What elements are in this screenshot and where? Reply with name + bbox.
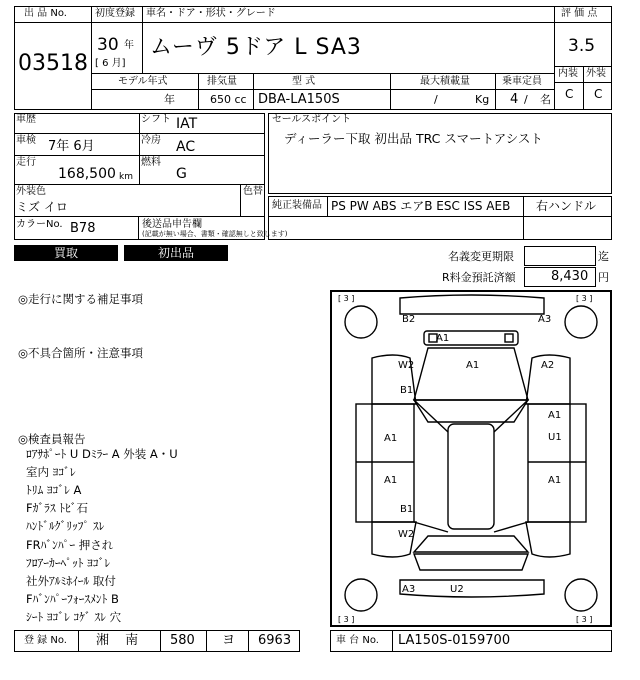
color-no: B78 — [70, 221, 96, 236]
registration-label: 登 録 No. — [24, 635, 67, 646]
mark-rear-bumper-center: U2 — [450, 584, 464, 595]
mark-left-rear-door: A1 — [384, 475, 398, 486]
mark-front-grille: A1 — [436, 333, 450, 344]
mark-left-fender-b: B1 — [400, 385, 414, 396]
color: ミズ イロ — [16, 200, 68, 214]
sales-point-label: セールスポイント — [272, 114, 352, 125]
corner-label-br: [ 3 ] — [576, 615, 593, 624]
mark-hood: A1 — [466, 360, 480, 371]
chassis-number: LA150S-0159700 — [398, 633, 511, 648]
buy-badge: 買取 — [14, 245, 118, 261]
fuel: G — [176, 166, 187, 182]
year-unit: 年 — [124, 40, 134, 51]
max-load-slash: / — [434, 93, 438, 106]
wheel-rear-right — [565, 579, 597, 611]
defects-notes-label: ◎不具合箇所・注意事項 — [18, 346, 144, 360]
exterior-grade: C — [594, 87, 603, 101]
wheel-front-left — [345, 306, 377, 338]
interior-grade: C — [565, 87, 574, 101]
car-name-label: 車名・ドア・形状・グレード — [146, 8, 276, 19]
first-registration-year: 30 — [97, 35, 119, 55]
steering: 右ハンドル — [536, 199, 597, 213]
report-line: FRﾊﾞﾝﾊﾟｰ 押され — [26, 538, 114, 552]
history-label: 車歴 — [16, 114, 36, 125]
model-year-unit: 年 — [164, 93, 175, 106]
registration-class: 580 — [170, 633, 195, 648]
mileage-label: 走行 — [16, 157, 36, 168]
mark-right-rear-door: A1 — [548, 475, 562, 486]
sales-point: ディーラー下取 初出品 TRC スマートアシスト — [284, 131, 543, 146]
lot-number-label: 出 品 No. — [24, 8, 67, 19]
max-load-unit: Kg — [475, 93, 490, 106]
name-change-field — [524, 246, 596, 266]
car-diagram — [330, 290, 612, 627]
capacity-unit: 名 — [540, 93, 551, 106]
inspector-report-label: ◎検査員報告 — [18, 432, 86, 446]
corner-label-bl: [ 3 ] — [338, 615, 355, 624]
max-load-label: 最大積載量 — [420, 76, 470, 87]
mileage-unit: km — [119, 172, 133, 182]
first-registration-label: 初度登録 — [95, 8, 135, 19]
score-label: 評 価 点 — [561, 8, 598, 19]
front-bumper — [400, 295, 544, 314]
mark-left-quarter-b: B1 — [400, 504, 414, 515]
report-line: 室内 ﾖｺﾞﾚ — [26, 465, 76, 479]
displacement-label: 排気量 — [207, 76, 237, 87]
color-no-label: カラーNo. — [16, 219, 63, 230]
report-line: ｼｰﾄ ﾖｺﾞﾚ ｺｹﾞ ｽﾚ 穴 — [26, 610, 122, 624]
capacity-label: 乗車定員 — [502, 76, 542, 87]
equipment: PS PW ABS エアB ESC ISS AEB — [331, 199, 511, 213]
docs-label: 後送品申告欄 — [142, 219, 202, 230]
driving-notes-label: ◎走行に関する補足事項 — [18, 292, 144, 306]
mark-left-fender-w: W2 — [398, 360, 415, 371]
name-change-unit: 迄 — [598, 250, 609, 263]
name-change-label: 名義変更期限 — [448, 250, 514, 263]
report-line: ﾌﾛｱｰｶｰﾍﾟｯﾄ ﾖｺﾞﾚ — [26, 556, 111, 570]
mark-left-front-door: A1 — [384, 433, 398, 444]
first-listing-badge: 初出品 — [124, 245, 228, 261]
tailgate — [414, 554, 528, 570]
capacity: 4 — [510, 92, 519, 107]
report-line: Fｶﾞﾗｽ ﾄﾋﾞ石 — [26, 501, 89, 515]
mark-rear-bumper-left: A3 — [402, 584, 416, 595]
report-line: ﾊﾝﾄﾞﾙｸﾞﾘｯﾌﾟ ｽﾚ — [26, 519, 105, 533]
mileage: 168,500 — [58, 166, 116, 182]
registration-area: 湘 南 — [96, 633, 145, 648]
mark-right-front-door-a: A1 — [548, 410, 562, 421]
mark-left-quarter-w: W2 — [398, 529, 415, 540]
mark-front-right: A3 — [538, 314, 552, 325]
mark-front-bumper: B2 — [402, 314, 416, 325]
car-name: ムーヴ 5ドア L SA3 — [150, 35, 362, 60]
mark-right-fender: A2 — [541, 360, 555, 371]
model-year-label: モデル年式 — [118, 76, 168, 87]
aircon: AC — [176, 139, 196, 155]
roof — [448, 424, 494, 529]
report-line: ﾄﾘﾑ ﾖｺﾞﾚ A — [26, 483, 82, 497]
rear-bumper — [400, 580, 544, 597]
shift-label: シフト — [141, 114, 171, 125]
recycle-label: R料金預託済額 — [442, 271, 516, 284]
right-quarter — [526, 522, 570, 557]
capacity-slash: / — [524, 93, 528, 106]
score: 3.5 — [568, 36, 596, 56]
windshield — [414, 400, 528, 422]
recolor-label: 色替 — [243, 186, 263, 197]
mark-right-front-door-u: U1 — [548, 432, 562, 443]
model: DBA-LA150S — [258, 92, 340, 107]
inspection: 7年 6月 — [48, 139, 95, 154]
recycle-unit: 円 — [598, 271, 609, 284]
report-line: 社外ｱﾙﾐﾎｲｰﾙ 取付 — [26, 574, 116, 588]
docs-note: (記載が無い場合、書類・確認無しと致します) — [142, 230, 288, 238]
right-body-side — [528, 404, 586, 522]
rear-window — [414, 536, 528, 552]
exterior-label: 外装 — [586, 68, 606, 79]
interior-label: 内装 — [558, 68, 578, 79]
color-label: 外装色 — [16, 186, 46, 197]
displacement: 650 cc — [210, 93, 247, 106]
hood — [414, 348, 528, 400]
recycle-value: 8,430 — [551, 269, 589, 284]
report-line: Fﾊﾞﾝﾊﾟｰﾌｫｰｽﾒﾝﾄ B — [26, 592, 119, 606]
inspection-label: 車検 — [16, 135, 36, 146]
wheel-rear-left — [345, 579, 377, 611]
fuel-label: 燃料 — [141, 157, 161, 168]
shift: IAT — [176, 116, 198, 132]
equipment-label: 純正装備品 — [272, 200, 322, 211]
first-registration-month: [ 6 月] — [95, 58, 126, 69]
wheel-front-right — [565, 306, 597, 338]
registration-number: 6963 — [258, 633, 292, 648]
lot-number: 03518 — [18, 51, 88, 76]
registration-kana: ヨ — [222, 633, 236, 648]
corner-label-tr: [ 3 ] — [576, 294, 593, 303]
corner-label-tl: [ 3 ] — [338, 294, 355, 303]
model-label: 型 式 — [292, 76, 316, 87]
report-line: ﾛｱｻﾎﾟｰﾄ U Dﾐﾗｰ A 外装 A・U — [26, 447, 178, 461]
aircon-label: 冷房 — [141, 135, 161, 146]
chassis-label: 車 台 No. — [336, 635, 379, 646]
